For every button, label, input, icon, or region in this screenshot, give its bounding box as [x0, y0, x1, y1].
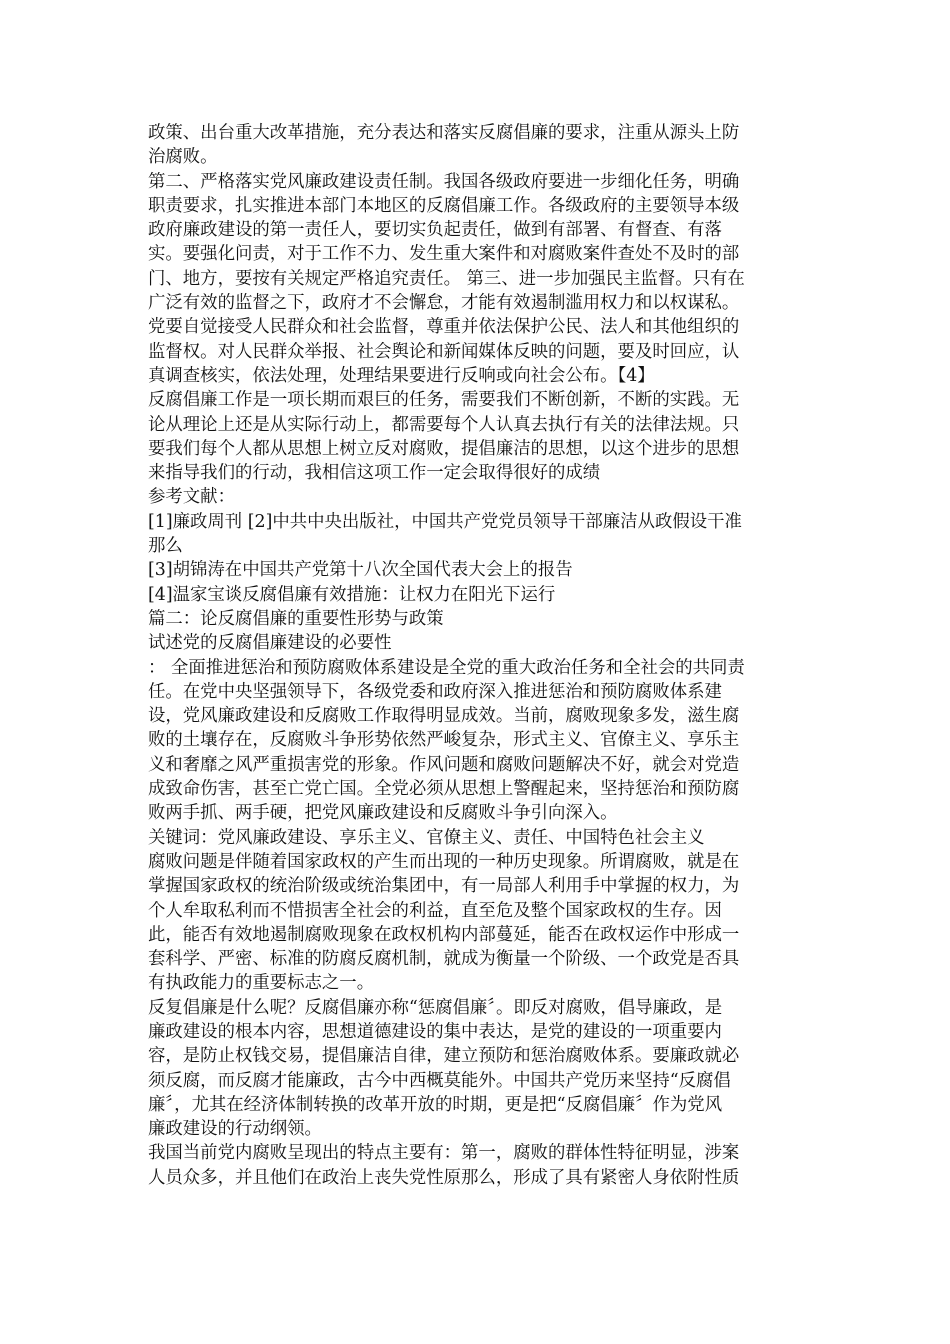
paragraph [148, 631, 806, 655]
text-line: 掌握国家政权的统治阶级或统治集团中，有一局部人利用手中掌握的权力，为 [148, 876, 740, 897]
text-line: 门、地方，要按有关规定严格追究责任。 第三、进一步加强民主监督。只有在 [148, 268, 745, 289]
text-line: 真调查核实，依法处理，处理结果要进行反响或向社会公布。【4】 [148, 365, 655, 386]
text-line: [4]温家宝谈反腐倡廉有效措施：让权力在阳光下运行 [148, 584, 556, 605]
text-line: 治腐败。 [148, 147, 218, 168]
text-line: 设，党风廉政建设和反腐败工作取得明显成效。当前，腐败现象多发，滋生腐 [148, 706, 740, 727]
paragraph [148, 510, 806, 559]
text-line: 廉政建设的行动纲领。 [148, 1119, 322, 1140]
text-line: [3]胡锦涛在中国共产党第十八次全国代表大会上的报告 [148, 560, 573, 581]
text-line: 败两手抓、两手硬，把党风廉政建设和反腐败斗争引向深入。 [148, 803, 618, 824]
text-line: 反腐倡廉工作是一项长期而艰巨的任务，需要我们不断创新，不断的实践。无 [148, 390, 740, 411]
text-line: 反复倡廉是什么呢？反腐倡廉亦称“惩腐倡廉〞。即反对腐败，倡导廉政，是 [148, 997, 723, 1018]
text-line: 任。在党中央坚强领导下，各级党委和政府深入推进惩治和预防腐败体系建 [148, 681, 722, 702]
text-line: 篇二：论反腐倡廉的重要性形势与政策 [148, 608, 444, 629]
text-line: 职责要求，扎实推进本部门本地区的反腐倡廉工作。各级政府的主要领导本级 [148, 195, 740, 216]
text-line: 容，是防止权钱交易，提倡廉洁自律，建立预防和惩治腐败体系。要廉政就必 [148, 1046, 740, 1067]
text-line: 人员众多，并且他们在政治上丧失党性原那么，形成了具有紧密人身依附性质 [148, 1167, 740, 1188]
paragraph [148, 170, 806, 389]
text-line: 廉〞，尤其在经济体制转换的改革开放的时期，更是把“反腐倡廉〞作为党风 [148, 1094, 723, 1115]
document-page [148, 121, 806, 1190]
paragraph [148, 1141, 806, 1190]
text-line: 党要自觉接受人民群众和社会监督，尊重并依法保护公民、法人和其他组织的 [148, 317, 740, 338]
text-line: 套科学、严密、标准的防腐反腐机制，就成为衡量一个阶级、一个政党是否具 [148, 949, 740, 970]
text-line: 试述党的反腐倡廉建设的必要性 [148, 633, 392, 654]
paragraph [148, 826, 806, 850]
text-line: 关键词：党风廉政建设、享乐主义、官僚主义、责任、中国特色社会主义 [148, 827, 705, 848]
text-line: 义和奢靡之风严重损害党的形象。作风问题和腐败问题解决不好，就会对党造 [148, 754, 740, 775]
text-line: 廉政建设的根本内容，思想道德建设的集中表达，是党的建设的一项重要内 [148, 1021, 722, 1042]
text-line: 那么 [148, 536, 183, 557]
text-line: 败的土壤存在，反腐败斗争形势依然严峻复杂，形式主义、官僚主义、享乐主 [148, 730, 740, 751]
text-line: 第二、严格落实党风廉政建设责任制。我国各级政府要进一步细化任务，明确 [148, 171, 740, 192]
paragraph [148, 583, 806, 607]
paragraph [148, 607, 806, 631]
text-line: 来指导我们的行动，我相信这项工作一定会取得很好的成绩 [148, 463, 601, 484]
paragraph [148, 485, 806, 509]
text-line: [1]廉政周刊 [2]中共中央出版社，中国共产党党员领导干部廉洁从政假设干准 [148, 511, 742, 532]
paragraph [148, 996, 806, 1142]
text-line: 有执政能力的重要标志之一。 [148, 973, 375, 994]
text-line: 参考文献： [148, 487, 235, 508]
text-line: 实。要强化问责，对于工作不力、发生重大案件和对腐败案件查处不及时的部 [148, 244, 740, 265]
text-line: 此，能否有效地遏制腐败现象在政权机构内部蔓延，能否在政权运作中形成一 [148, 924, 740, 945]
text-line: 成致命伤害，甚至亡党亡国。全党必须从思想上警醒起来，坚持惩治和预防腐 [148, 779, 740, 800]
text-line: 政策、出台重大改革措施，充分表达和落实反腐倡廉的要求，注重从源头上防 [148, 123, 740, 143]
paragraph [148, 850, 806, 996]
text-line: 要我们每个人都从思想上树立反对腐败，提倡廉洁的思想，以这个进步的思想 [148, 438, 740, 459]
paragraph [148, 388, 806, 485]
text-line: 论从理论上还是从实际行动上，都需要每个人认真去执行有关的法律法规。只 [148, 414, 740, 435]
text-line: ： 全面推进惩治和预防腐败体系建设是全党的重大政治任务和全社会的共同责 [148, 657, 745, 678]
text-line: 政府廉政建设的第一责任人，要切实负起责任，做到有部署、有督查、有落 [148, 220, 722, 241]
paragraph [148, 121, 806, 170]
text-line: 我国当前党内腐败呈现出的特点主要有：第一，腐败的群体性特征明显，涉案 [148, 1143, 740, 1164]
text-line: 个人牟取私利而不惜损害全社会的利益，直至危及整个国家政权的生存。因 [148, 900, 722, 921]
paragraph [148, 558, 806, 582]
text-line: 须反腐，而反腐才能廉政，古今中西概莫能外。中国共产党历来坚持“反腐倡 [148, 1070, 731, 1091]
text-line: 监督权。对人民群众举报、社会舆论和新闻媒体反映的问题，要及时回应，认 [148, 341, 740, 362]
text-line: 腐败问题是伴随着国家政权的产生而出现的一种历史现象。所谓腐败，就是在 [148, 851, 740, 872]
text-line: 广泛有效的监督之下，政府才不会懈怠，才能有效遏制滥用权力和以权谋私。 [148, 293, 740, 314]
paragraph [148, 656, 806, 826]
